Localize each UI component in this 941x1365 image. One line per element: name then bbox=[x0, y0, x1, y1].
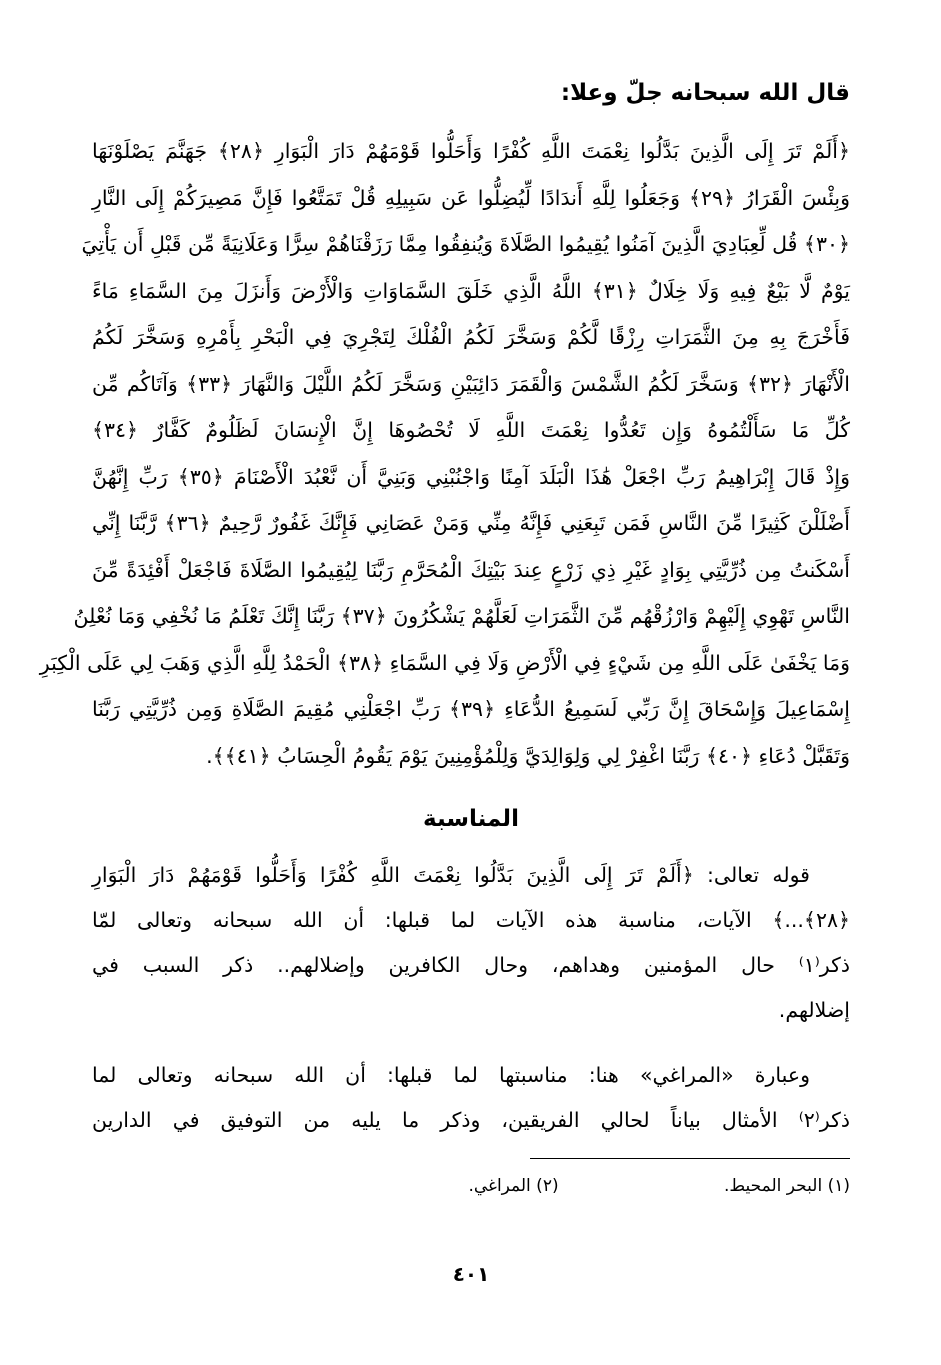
footnote-1: (١) البحر المحيط. bbox=[724, 1176, 850, 1196]
verse-line: أَضْلَلْنَ كَثِيرًا مِّنَ النَّاسِ فَمَن تَبِعَنِي فَإِنَّهُ مِنِّي وَمَنْ عَصَانِي فَإِنَّكَ غَفُورٌ رَّحِيمٌ ﴿٣٦﴾ رَّبَّنَا إِنِّي bbox=[92, 511, 850, 535]
footnote-divider bbox=[530, 1158, 850, 1159]
paragraph-line: ذكر⁽٢⁾ الأمثال بياناً لحالي الفريقين، وذكر ما يليه من التوفيق في الدارين bbox=[92, 1108, 850, 1132]
commentary bbox=[92, 853, 850, 1143]
verse-line: وَإِذْ قَالَ إِبْرَاهِيمُ رَبِّ اجْعَلْ هَٰذَا الْبَلَدَ آمِنًا وَاجْنُبْنِي وَبَنِيَّ أَن نَّعْبُدَ الْأَصْنَامَ ﴿٣٥﴾ رَبِّ إِنَّهُنَّ bbox=[92, 464, 851, 489]
paragraph-line: ذكر⁽١⁾ حال المؤمنين وهداهم، وحال الكافرين وإضلالهم.. ذكر السبب في bbox=[92, 953, 850, 977]
intro-heading: قال الله سبحانه جلّ وعلا: bbox=[560, 80, 850, 106]
verse-line: ﴿٣٠﴾ قُل لِّعِبَادِيَ الَّذِينَ آمَنُوا يُقِيمُوا الصَّلَاةَ وَيُنفِقُوا مِمَّا رَزَقْنَاهُمْ سِرًّا وَعَلَانِيَةً مِّن قَبْلِ أَن يَأْتِيَ bbox=[81, 232, 850, 256]
verse-line: وَبِئْسَ الْقَرَارُ ﴿٢٩﴾ وَجَعَلُوا لِلَّهِ أَندَادًا لِّيُضِلُّوا عَن سَبِيلِهِ قُلْ تَمَتَّعُوا فَإِنَّ مَصِيرَكُمْ إِلَى النَّارِ bbox=[92, 185, 850, 210]
verse-line: ﴿أَلَمْ تَرَ إِلَى الَّذِينَ بَدَّلُوا نِعْمَتَ اللَّهِ كُفْرًا وَأَحَلُّوا قَوْمَهُمْ دَارَ الْبَوَارِ ﴿٢٨﴾ جَهَنَّمَ يَصْلَوْنَهَا bbox=[92, 139, 850, 163]
verse-line: وَمَا يَخْفَىٰ عَلَى اللَّهِ مِن شَيْءٍ فِي الْأَرْضِ وَلَا فِي السَّمَاءِ ﴿٣٨﴾ الْحَمْدُ لِلَّهِ الَّذِي وَهَبَ لِي عَلَى الْكِبَرِ bbox=[39, 650, 850, 675]
paragraph-line: قوله تعالى: ﴿أَلَمْ تَرَ إِلَى الَّذِينَ بَدَّلُوا نِعْمَتَ اللَّهِ كُفْرًا وَأَحَلُّوا قَوْمَهُمْ دَارَ الْبَوَارِ bbox=[92, 863, 810, 887]
verse-line: النَّاسِ تَهْوِي إِلَيْهِمْ وَارْزُقْهُم مِّنَ الثَّمَرَاتِ لَعَلَّهُمْ يَشْكُرُونَ ﴿٣٧﴾ رَبَّنَا إِنَّكَ تَعْلَمُ مَا نُخْفِي وَمَا نُعْلِنُ bbox=[73, 604, 850, 628]
verse-line: الْأَنْهَارَ ﴿٣٢﴾ وَسَخَّرَ لَكُمُ الشَّمْسَ وَالْقَمَرَ دَائِبَيْنِ وَسَخَّرَ لَكُمُ اللَّيْلَ وَالنَّهَارَ ﴿٣٣﴾ وَآتَاكُم مِّن bbox=[92, 371, 850, 396]
footnote-2: (٢) المراغي. bbox=[468, 1176, 559, 1196]
paragraph-line: وعبارة «المراغي» هنا: مناسبتها لما قبلها: أن الله سبحانه وتعالى لما bbox=[92, 1063, 810, 1087]
paragraph-line: إضلالهم. bbox=[778, 998, 850, 1022]
footnotes bbox=[92, 1176, 850, 1196]
paragraph-line: ﴿٢٨﴾...﴾ الآيات، مناسبة هذه الآيات لما قبلها: أن الله سبحانه وتعالى لمّا bbox=[92, 908, 850, 932]
page-number: ٤٠١ bbox=[452, 1262, 490, 1286]
verse-line: وَتَقَبَّلْ دُعَاءِ ﴿٤٠﴾ رَبَّنَا اغْفِرْ لِي وَلِوَالِدَيَّ وَلِلْمُؤْمِنِينَ يَوْمَ يَقُومُ الْحِسَابُ ﴿٤١﴾﴾. bbox=[206, 743, 850, 768]
verse-line: إِسْمَاعِيلَ وَإِسْحَاقَ إِنَّ رَبِّي لَسَمِيعُ الدُّعَاءِ ﴿٣٩﴾ رَبِّ اجْعَلْنِي مُقِيمَ الصَّلَاةِ وَمِن ذُرِّيَّتِي رَبَّنَا bbox=[92, 697, 850, 721]
section-title: المناسبة bbox=[423, 806, 519, 832]
verse-line: كُلِّ مَا سَأَلْتُمُوهُ وَإِن تَعُدُّوا نِعْمَتَ اللَّهِ لَا تُحْصُوهَا إِنَّ الْإِنسَانَ لَظَلُومٌ كَفَّارٌ ﴿٣٤﴾ bbox=[92, 418, 850, 442]
verse-line: فَأَخْرَجَ بِهِ مِنَ الثَّمَرَاتِ رِزْقًا لَّكُمْ وَسَخَّرَ لَكُمُ الْفُلْكَ لِتَجْرِيَ فِي الْبَحْرِ بِأَمْرِهِ وَسَخَّرَ لَكُمُ bbox=[92, 325, 850, 349]
quran-verses bbox=[39, 128, 851, 779]
verse-line: أَسْكَنتُ مِن ذُرِّيَّتِي بِوَادٍ غَيْرِ ذِي زَرْعٍ عِندَ بَيْتِكَ الْمُحَرَّمِ رَبَّنَا لِيُقِيمُوا الصَّلَاةَ فَاجْعَلْ أَفْئِدَةً مِّنَ bbox=[92, 557, 850, 582]
verse-line: يَوْمٌ لَّا بَيْعٌ فِيهِ وَلَا خِلَالٌ ﴿٣١﴾ اللَّهُ الَّذِي خَلَقَ السَّمَاوَاتِ وَالْأَرْضَ وَأَنزَلَ مِنَ السَّمَاءِ مَاءً bbox=[92, 278, 850, 303]
